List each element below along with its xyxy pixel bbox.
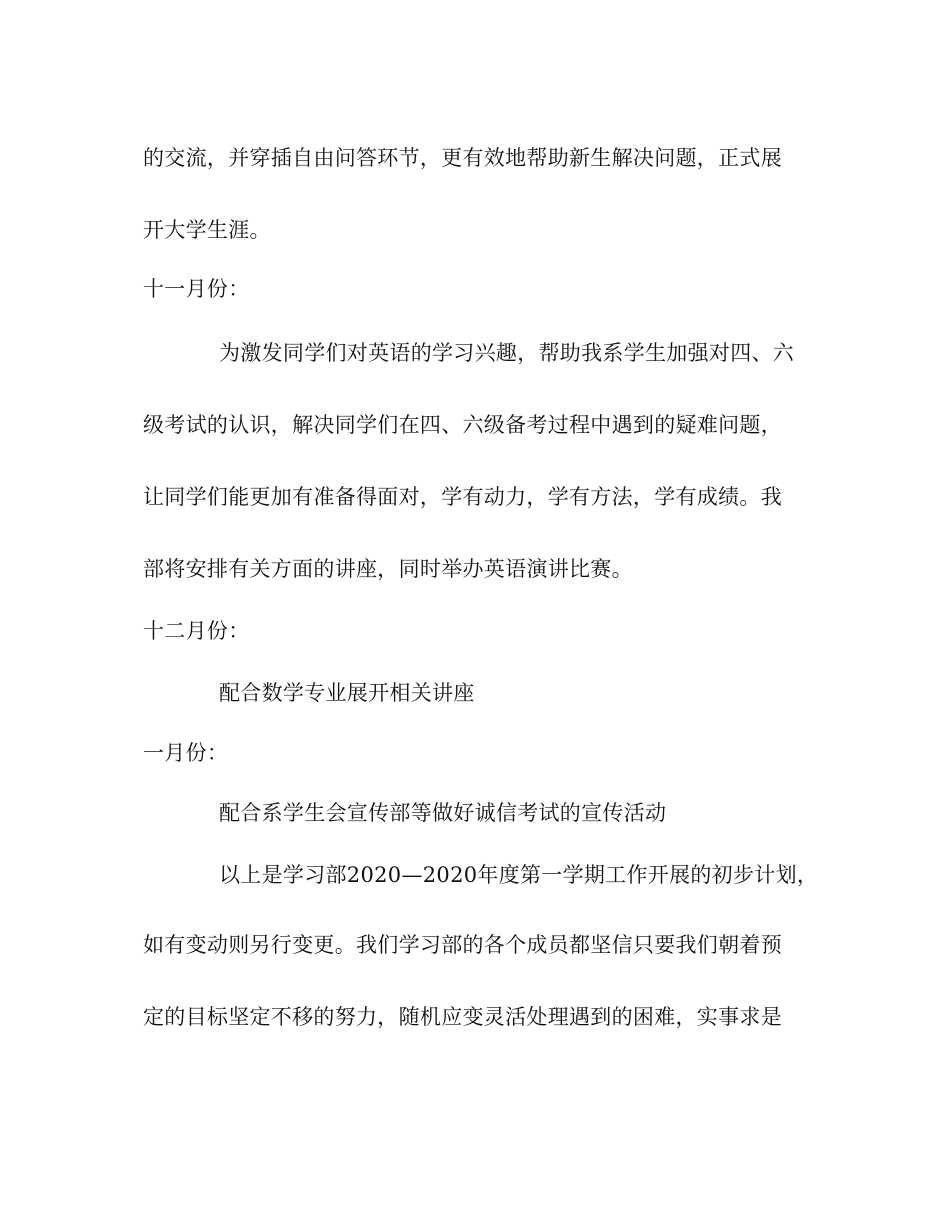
paragraph-line-7: 配合数学专业展开相关讲座 [219, 681, 475, 705]
section-heading-january: 一月份： [143, 741, 229, 765]
section-heading-november: 十一月份： [143, 277, 250, 301]
paragraph-line-11: 定的目标坚定不移的努力，随机应变灵活处理遇到的困难，实事求是 [143, 1005, 782, 1029]
paragraph-line-9: 以上是学习部2020—2020年度第一学期工作开展的初步计划， [219, 863, 819, 887]
paragraph-line-5: 让同学们能更加有准备得面对，学有动力，学有方法，学有成绩。我 [143, 485, 782, 509]
paragraph-line-8: 配合系学生会宣传部等做好诚信考试的宣传活动 [219, 801, 667, 825]
paragraph-line-6: 部将安排有关方面的讲座，同时举办英语演讲比赛。 [143, 557, 633, 581]
paragraph-line-3: 为激发同学们对英语的学习兴趣，帮助我系学生加强对四、六 [219, 341, 795, 365]
section-heading-december: 十二月份： [143, 619, 250, 643]
paragraph-line-2: 开大学生涯。 [143, 218, 271, 242]
paragraph-line-10: 如有变动则另行变更。我们学习部的各个成员都坚信只要我们朝着预 [143, 933, 782, 957]
paragraph-line-1: 的交流，并穿插自由问答环节，更有效地帮助新生解决问题，正式展 [143, 146, 782, 170]
paragraph-line-4: 级考试的认识，解决同学们在四、六级备考过程中遇到的疑难问题， [143, 413, 782, 437]
